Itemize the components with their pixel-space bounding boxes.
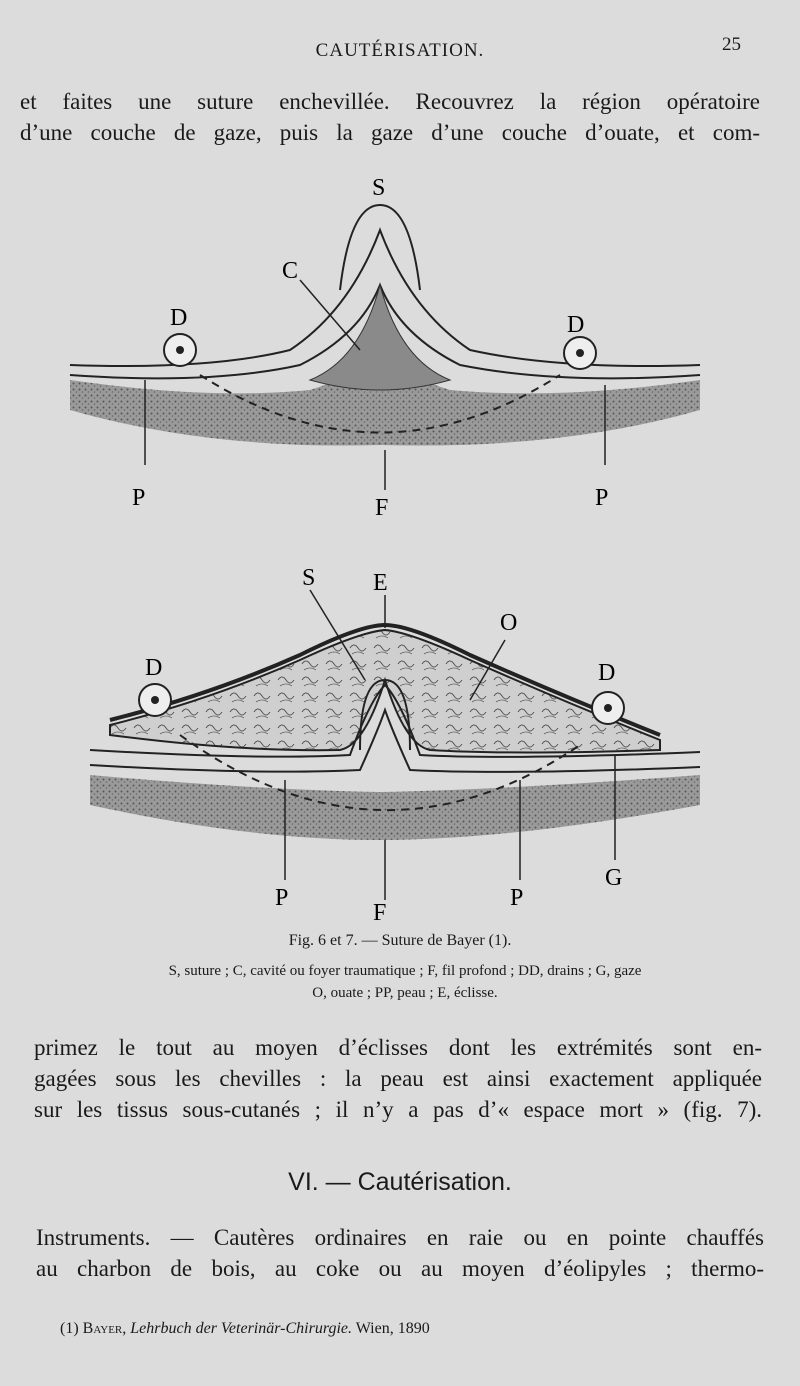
label-p-right: P	[510, 885, 524, 911]
label-s: S	[372, 175, 386, 201]
suture-figures	[60, 160, 720, 920]
label-s: S	[302, 565, 316, 591]
paragraph-1	[20, 86, 760, 148]
footnote-marker: (1)	[60, 1320, 79, 1337]
figure-6	[70, 175, 700, 521]
footnote: (1) Bayer, Lehrbuch der Veterinär-Chirurgie. Wien, 1890	[60, 1320, 430, 1337]
caption-legend-line: O, ouate ; PP, peau ; E, éclisse.	[312, 985, 498, 1001]
footnote-author: Bayer	[82, 1320, 123, 1337]
page-number: 25	[722, 34, 741, 55]
drain-core	[604, 704, 612, 712]
drain-core	[151, 696, 159, 704]
label-d-left: D	[145, 655, 163, 681]
label-d-right: D	[567, 312, 585, 338]
text-line: Instruments. — Cautères ordinaires en raie ou en pointe chauffés	[36, 1225, 764, 1250]
running-head: CAUTÉRISATION.	[315, 40, 485, 61]
paragraph-3	[36, 1222, 764, 1284]
label-p-left: P	[275, 885, 289, 911]
wadding-layer	[110, 630, 660, 753]
label-d-left: D	[170, 305, 188, 331]
label-c: C	[282, 258, 299, 284]
label-p-left: P	[132, 485, 146, 511]
label-e: E	[373, 570, 388, 596]
paragraph-2	[34, 1032, 762, 1125]
figure-7	[90, 565, 700, 920]
caption-legend-line: S, suture ; C, cavité ou foyer traumatique ; F, fil profond ; DD, drains ; G, gaze	[168, 963, 642, 979]
text-line: au charbon de bois, au coke ou au moyen d’éolipyles ; thermo-	[36, 1256, 764, 1281]
drain-core	[176, 346, 184, 354]
footnote-title: Lehrbuch der Veterinär-Chirurgie.	[130, 1320, 352, 1337]
label-d-right: D	[598, 660, 616, 686]
footnote-place-year: Wien, 1890	[355, 1320, 430, 1337]
figure-caption-legend	[60, 960, 750, 1004]
label-p-right: P	[595, 485, 609, 511]
section-title: VI. — Cautérisation.	[288, 1168, 512, 1196]
figure-caption-title: Fig. 6 et 7. — Suture de Bayer (1).	[288, 932, 512, 949]
label-f: F	[375, 495, 389, 521]
text-line: d’une couche de gaze, puis la gaze d’une couche d’ouate, et com-	[20, 120, 760, 145]
text-line: et faites une suture enchevillée. Recouvrez la région opératoire	[20, 89, 760, 114]
text-line: primez le tout au moyen d’éclisses dont les extrémités sont en-	[34, 1035, 762, 1060]
drain-core	[576, 349, 584, 357]
leader-line	[300, 280, 360, 350]
tissue-layer	[90, 775, 700, 840]
text-line: gagées sous les chevilles : la peau est ainsi exactement appliquée	[34, 1066, 762, 1091]
text-line: sur les tissus sous-cutanés ; il n’y a pas d’« espace mort » (fig. 7).	[34, 1097, 762, 1122]
traumatic-cavity	[310, 285, 450, 390]
suture-loop	[340, 205, 420, 290]
label-g: G	[605, 865, 623, 891]
label-o: O	[500, 610, 518, 636]
label-f: F	[373, 900, 387, 920]
